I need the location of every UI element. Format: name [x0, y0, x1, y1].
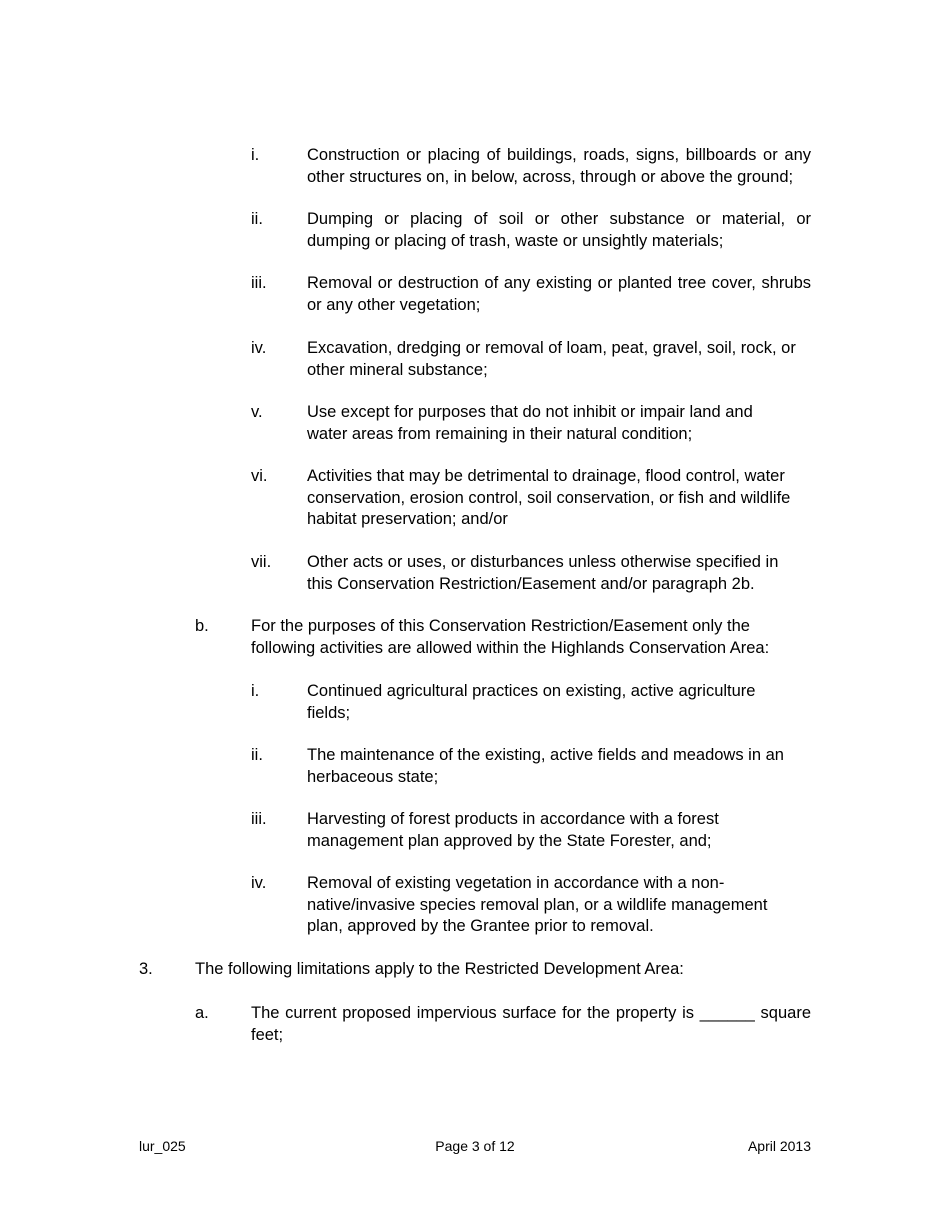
list-item-text: Continued agricultural practices on existing, active agriculture fields; — [307, 682, 756, 722]
list-item-text: Excavation, dredging or removal of loam, peat, gravel, soil, rock, or other mineral substance; — [307, 339, 796, 379]
list-marker: i. — [251, 146, 260, 164]
list-marker: vii. — [251, 553, 272, 571]
list-marker: ii. — [251, 210, 263, 228]
list-item-text: Removal of existing vegetation in accordance with a non-native/invasive species removal plan, or a wildlife management plan, approved by the Grantee prior to removal. — [307, 874, 768, 935]
list-item-text: Harvesting of forest products in accordance with a forest management plan approved by the State Forester, and; — [307, 810, 719, 850]
list-marker: iii. — [251, 810, 267, 828]
list-item-text: Removal or destruction of any existing or planted tree cover, shrubs or any other vegetation; — [307, 274, 811, 314]
list-marker: v. — [251, 403, 263, 421]
list-marker: iv. — [251, 339, 267, 357]
list-marker: vi. — [251, 467, 268, 485]
list-marker: iii. — [251, 274, 267, 292]
footer-date: April 2013 — [747, 1138, 811, 1154]
paragraph-marker: a. — [195, 1004, 209, 1022]
list-item-text: The maintenance of the existing, active fields and meadows in an herbaceous state; — [307, 746, 784, 786]
list-marker: ii. — [251, 746, 263, 764]
list-item-text: Use except for purposes that do not inhibit or impair land and water areas from remaining in their natural condition; — [307, 403, 753, 443]
paragraph-text: The current proposed impervious surface for the property is ______ square feet; — [251, 1004, 811, 1044]
paragraph-text: For the purposes of this Conservation Restriction/Easement only the following activities are allowed within the Highlands Conservation Area: — [251, 617, 770, 657]
section-text: The following limitations apply to the Restricted Development Area: — [195, 960, 684, 978]
footer-page-number: Page 3 of 12 — [435, 1138, 515, 1154]
list-item-text: Dumping or placing of soil or other substance or material, or dumping or placing of trash, waste or unsightly materials; — [307, 210, 811, 250]
list-item-text: Other acts or uses, or disturbances unless otherwise specified in this Conservation Restriction/Easement and/or paragraph 2b. — [307, 553, 779, 593]
footer-doc-id: lur_025 — [139, 1138, 186, 1154]
list-item-text: Construction or placing of buildings, roads, signs, billboards or any other structures on, in below, across, through or above the ground; — [307, 146, 811, 186]
paragraph-marker: b. — [195, 617, 209, 635]
list-item-text: Activities that may be detrimental to drainage, flood control, water conservation, erosion control, soil conservation, or fish and wildlife habitat preservation; and/or — [307, 467, 791, 528]
list-marker: iv. — [251, 874, 267, 892]
section-number: 3. — [139, 960, 153, 978]
list-marker: i. — [251, 682, 260, 700]
